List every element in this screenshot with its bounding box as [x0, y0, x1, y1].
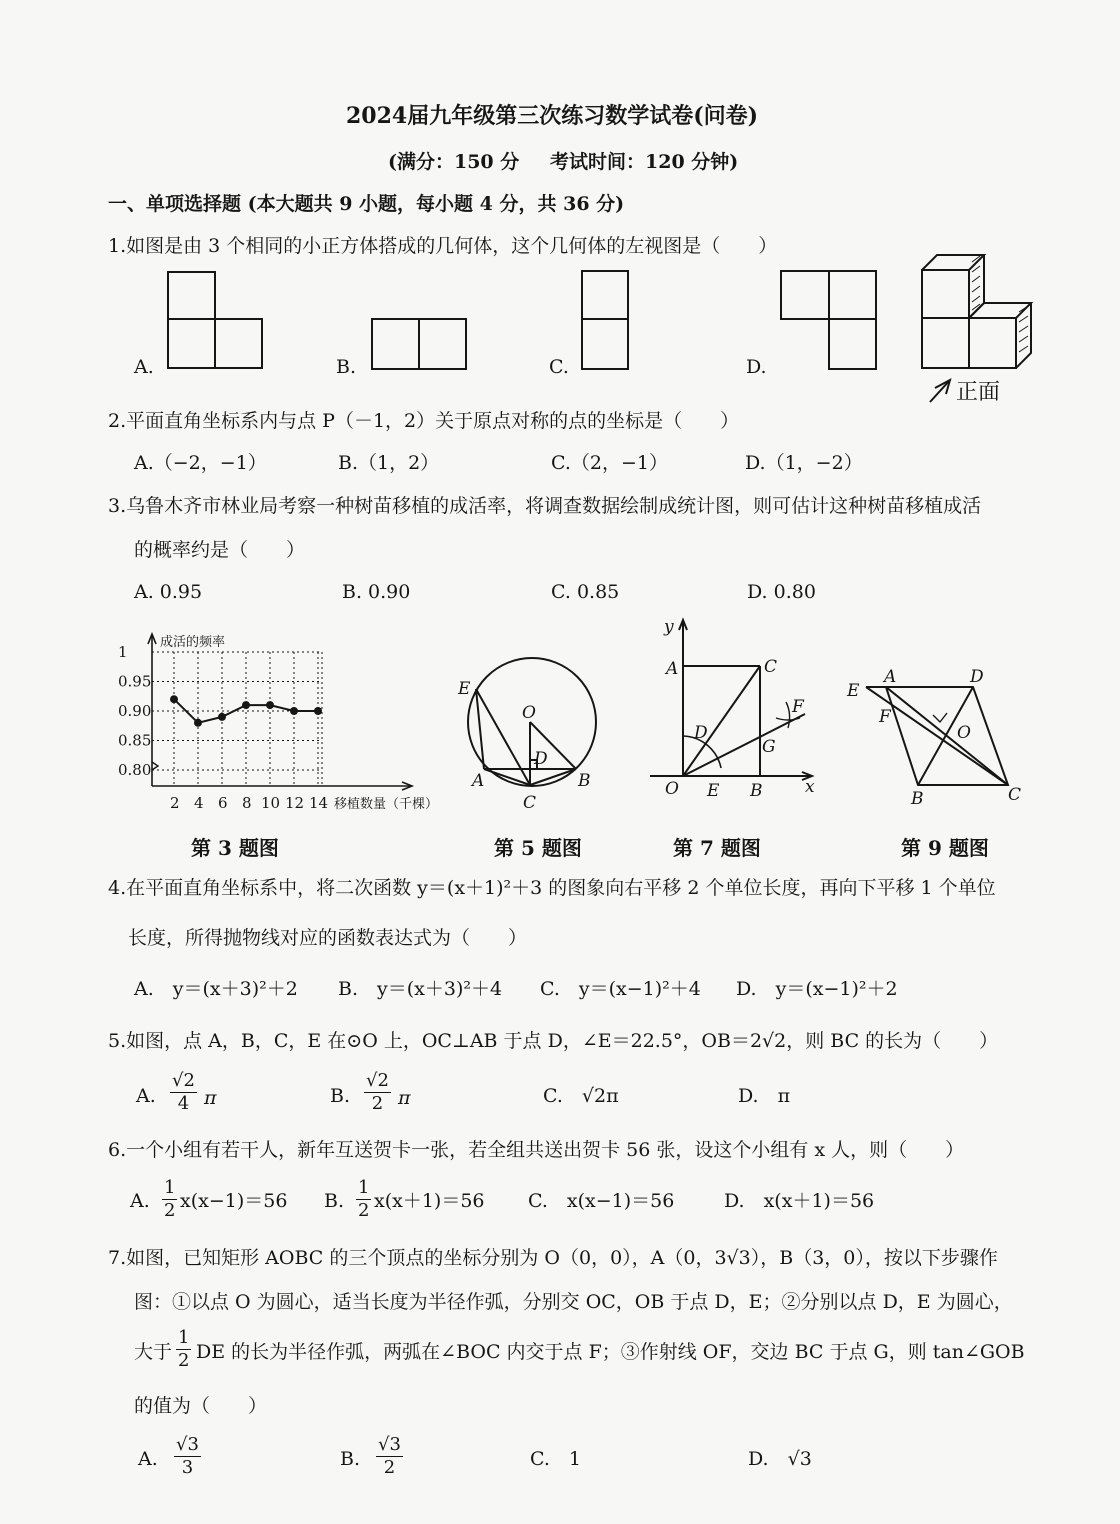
- q5-option-a-fraction: [170, 1070, 197, 1115]
- q7-option-d: D. √3: [748, 1448, 812, 1470]
- fig9-label-e: E: [847, 681, 860, 701]
- x-tick-label: 8: [242, 794, 252, 812]
- question-3-stem-line2: 的概率约是（ ）: [134, 539, 306, 561]
- fraction-numerator: √2: [366, 1070, 389, 1091]
- figure-5-caption: 第 5 题图: [494, 836, 582, 860]
- q1-option-c: C.: [549, 356, 569, 378]
- question-1-stem: 1.如图是由 3 个相同的小正方体搭成的几何体，这个几何体的左视图是（ ）: [108, 235, 778, 257]
- fig7-label-c: C: [764, 657, 778, 677]
- q2-option-d: D.（1，−2）: [745, 452, 863, 474]
- x-tick-label: 6: [218, 794, 228, 812]
- x-tick-label: 2: [170, 794, 180, 812]
- q5-option-d: D. π: [738, 1085, 791, 1107]
- y-tick-label: 0.85: [118, 731, 152, 750]
- fraction-denominator: 2: [358, 1200, 370, 1221]
- fig7-label-f: F: [792, 697, 804, 717]
- fig5-label-d: D: [534, 749, 548, 769]
- q3-option-a: A. 0.95: [134, 581, 203, 603]
- fig5-label-b: B: [578, 771, 591, 791]
- question-4-stem-line2: 长度，所得抛物线对应的函数表达式为（ ）: [128, 927, 528, 949]
- question-7-stem-line1: 7.如图，已知矩形 AOBC 的三个顶点的坐标分别为 O（0，0），A（0，3√3），B（3，0），按以下步骤作: [108, 1247, 998, 1269]
- q6-option-b-fraction: [356, 1177, 371, 1222]
- question-7-stem-line3-start: 大于: [134, 1341, 173, 1363]
- q4-option-a: A. y＝(x＋3)²＋2: [134, 978, 298, 1000]
- q1-option-a: A.: [134, 356, 154, 378]
- q5-option-b-fraction: [364, 1070, 391, 1115]
- fraction-numerator: 1: [178, 1327, 190, 1348]
- fig5-label-a: A: [472, 771, 485, 791]
- y-tick-label: 0.95: [118, 672, 152, 691]
- q7-option-b-fraction: [376, 1434, 403, 1479]
- question-2-stem: 2.平面直角坐标系内与点 P（－1，2）关于原点对称的点的坐标是（ ）: [108, 410, 740, 432]
- fraction-denominator: 4: [177, 1093, 190, 1114]
- time-info: 考试时间：120 分钟): [550, 151, 739, 173]
- fig9-label-a: A: [884, 667, 897, 687]
- question-7-stem-line3-end: DE 的长为半径作弧，两弧在∠BOC 内交于点 F；③作射线 OF，交边 BC 于点 G，则 tan∠GOB: [196, 1341, 1025, 1363]
- question-3-stem-line1: 3.乌鲁木齐市林业局考察一种树苗移植的成活率，将调查数据绘制成统计图，则可估计这种树苗移植成活: [108, 495, 982, 517]
- score-info: (满分：150 分: [388, 151, 520, 173]
- fraction-numerator: √3: [378, 1434, 401, 1455]
- fig7-label-b: B: [750, 781, 763, 801]
- q6-option-b: B.: [324, 1190, 345, 1212]
- fig5-label-o: O: [522, 703, 536, 723]
- y-tick-label: 0.90: [118, 702, 152, 720]
- figure-3-caption: 第 3 题图: [191, 836, 279, 860]
- q5-option-b-pi: π: [398, 1087, 411, 1109]
- fig7-label-x: x: [805, 777, 815, 797]
- q4-option-b: B. y＝(x＋3)²＋4: [338, 978, 503, 1000]
- question-4-stem-line1: 4.在平面直角坐标系中，将二次函数 y＝(x＋1)²＋3 的图象向右平移 2 个单位长度，再向下平移 1 个单位: [108, 877, 996, 899]
- q5-option-a: A.: [136, 1085, 156, 1107]
- fraction-denominator: 2: [371, 1093, 384, 1114]
- q6-option-a: A.: [130, 1190, 150, 1212]
- fig7-label-a: A: [666, 659, 679, 679]
- fig7-label-y: y: [664, 617, 674, 637]
- q7-half-fraction: [176, 1327, 191, 1372]
- fig7-label-g: G: [762, 737, 776, 757]
- q5-option-c: C. √2π: [543, 1085, 619, 1107]
- q6-option-a-fraction: [162, 1177, 177, 1222]
- q2-option-a: A.（−2，−1）: [134, 452, 267, 474]
- fig9-label-o: O: [957, 723, 971, 743]
- fig5-label-e: E: [458, 679, 471, 699]
- page-title: 2024届九年级第三次练习数学试卷(问卷): [346, 103, 759, 129]
- question-5-stem: 5.如图，点 A，B，C，E 在⊙O 上，OC⊥AB 于点 D，∠E＝22.5°，OB＝2√2，则 BC 的长为（ ）: [108, 1030, 999, 1052]
- fig9-label-f: F: [879, 707, 891, 727]
- fraction-numerator: 1: [358, 1177, 370, 1198]
- y-axis-label: 成活的频率: [160, 635, 226, 650]
- figure-9-caption: 第 9 题图: [901, 836, 989, 860]
- front-label: 正面: [956, 380, 1001, 405]
- q2-option-b: B.（1，2）: [338, 452, 440, 474]
- fig7-label-d: D: [694, 723, 708, 743]
- q3-option-c: C. 0.85: [551, 581, 620, 603]
- q2-option-c: C.（2，−1）: [551, 452, 668, 474]
- question-7-stem-line2: 图：①以点 O 为圆心，适当长度为半径作弧，分别交 OC，OB 于点 D，E；②分别以点 D，E 为圆心，: [134, 1291, 1013, 1313]
- y-tick-label: 0.80: [118, 761, 152, 779]
- q3-option-d: D. 0.80: [747, 581, 816, 603]
- x-tick-label: 10: [261, 794, 281, 812]
- x-tick-label: 14: [309, 794, 329, 812]
- fraction-numerator: √3: [176, 1434, 199, 1455]
- fig9-label-c: C: [1008, 785, 1022, 805]
- figure-7-caption: 第 7 题图: [673, 836, 761, 860]
- fraction-denominator: 2: [178, 1350, 190, 1371]
- y-tick-label: 1: [118, 643, 128, 661]
- q6-option-d: D. x(x＋1)＝56: [724, 1190, 875, 1212]
- x-tick-label: 12: [285, 794, 305, 812]
- q7-option-a: A.: [138, 1448, 158, 1470]
- question-7-stem-line4: 的值为（ ）: [134, 1395, 268, 1417]
- q6-option-a-equation: x(x−1)＝56: [180, 1190, 288, 1212]
- x-tick-label: 4: [194, 794, 204, 812]
- question-6-stem: 6.一个小组有若干人，新年互送贺卡一张，若全组共送出贺卡 56 张，设这个小组有 x 人，则（ ）: [108, 1139, 965, 1161]
- q1-option-b: B.: [336, 356, 357, 378]
- fraction-numerator: 1: [164, 1177, 176, 1198]
- fraction-denominator: 3: [181, 1457, 194, 1478]
- fig7-label-e: E: [707, 781, 720, 801]
- fraction-numerator: √2: [172, 1070, 195, 1091]
- q4-option-d: D. y＝(x−1)²＋2: [736, 978, 898, 1000]
- fig9-label-b: B: [911, 789, 924, 809]
- fig5-label-c: C: [523, 793, 537, 813]
- fig7-label-o: O: [665, 779, 679, 799]
- fraction-denominator: 2: [383, 1457, 396, 1478]
- fig9-label-d: D: [970, 667, 984, 687]
- fraction-denominator: 2: [164, 1200, 176, 1221]
- q1-option-d: D.: [746, 356, 767, 378]
- q3-option-b: B. 0.90: [342, 581, 411, 603]
- x-axis-label: 移植数量（千棵）: [334, 797, 439, 812]
- q6-option-b-equation: x(x＋1)＝56: [374, 1190, 485, 1212]
- q7-option-c: C. 1: [530, 1448, 581, 1470]
- q6-option-c: C. x(x−1)＝56: [528, 1190, 675, 1212]
- q7-option-b: B.: [340, 1448, 361, 1470]
- q7-option-a-fraction: [174, 1434, 201, 1479]
- q5-option-a-pi: π: [204, 1087, 217, 1109]
- q4-option-c: C. y＝(x−1)²＋4: [540, 978, 701, 1000]
- section-heading: 一、单项选择题 (本大题共 9 小题，每小题 4 分，共 36 分): [108, 193, 625, 215]
- q5-option-b: B.: [330, 1085, 351, 1107]
